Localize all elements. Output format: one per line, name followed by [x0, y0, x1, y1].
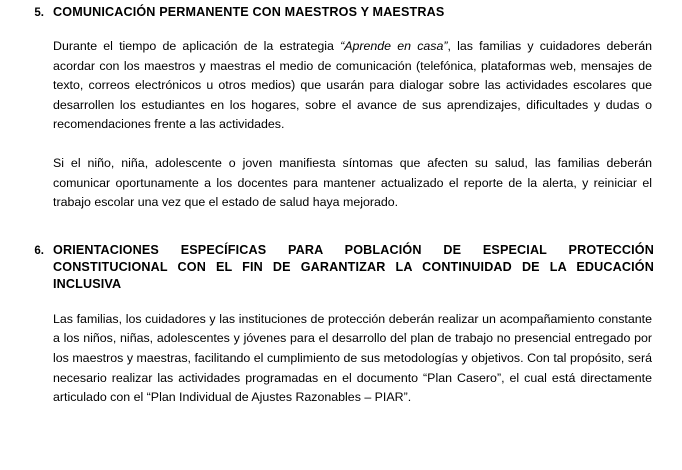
section-5-paragraph-2: Si el niño, niña, adolescente o joven manifiesta síntomas que afecten su salud, las familias deberán comunicar oportunamente a los docentes para mantener actualizado el reporte de la alerta, y reiniciar el trabajo escolar una vez que el estado de salud haya mejorado.	[53, 155, 652, 210]
section-5-title: COMUNICACIÓN PERMANENTE CON MAESTROS Y MAESTRAS	[53, 5, 445, 19]
section-5-paragraph-1	[53, 37, 652, 135]
section-6-number: 6.	[34, 244, 44, 257]
strategy-name-italic: “Aprende en casa”	[340, 39, 448, 53]
section-6-heading	[22, 242, 654, 293]
section-6-paragraph-1: Las familias, los cuidadores y las instituciones de protección deberán realizar un acompañamiento constante a los niños, niñas, adolescentes y jóvenes para el desarrollo del plan de trabajo no presencial entregado por los maestros y maestras, facilitando el cumplimiento de sus metodologías y objetivos. Con tal propósito, será necesario realizar las actividades programadas en el documento “Plan Casero”, el cual está directamente articulado con el “Plan Individual de Ajustes Razonables – PIAR”.	[53, 311, 652, 405]
section-5-heading	[22, 4, 654, 22]
paragraph-rest-text: , las familias y cuidadores deberán acordar con los maestros y maestras el medio de comunicación (telefónica, plataformas web, mensajes de texto, correos electrónicos u otros medios) que usarán para dialogar sobre las actividades escolares que desarrollen los estudiantes en los hogares, sobre el avance de sus aprendizajes, dificultades y dudas o recomendaciones frente a las actividades.	[53, 39, 652, 132]
section-5	[22, 4, 654, 213]
paragraph-lead-text: Durante el tiempo de aplicación de la estrategia	[53, 39, 341, 53]
section-6	[22, 242, 654, 408]
section-5-number: 5.	[34, 7, 44, 19]
section-6-title: ORIENTACIONES ESPECÍFICAS PARA POBLACIÓN DE ESPECIAL PROTECCIÓN CONSTITUCIONAL CON EL FIN DE GARANTIZAR LA CONTINUIDAD DE LA EDUCACIÓN INCLUSIVA	[53, 242, 654, 291]
